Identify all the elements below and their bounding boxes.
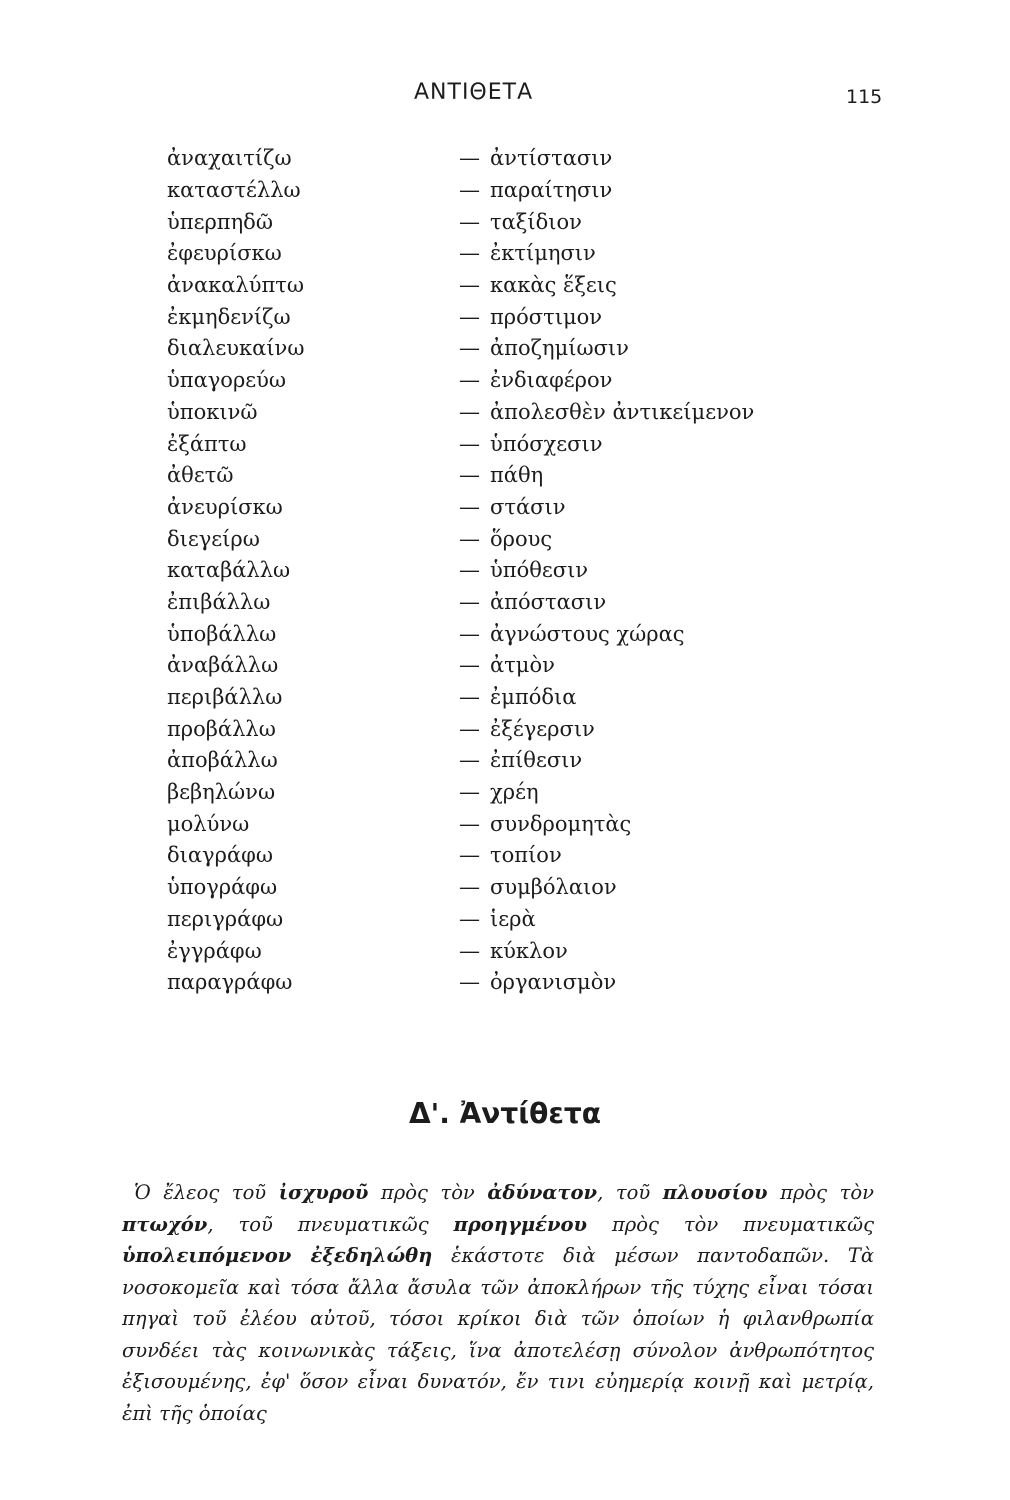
em-dash: — (459, 273, 480, 298)
bold-term: ὑπολειπόμενον ἐξεδηλώθη (122, 1244, 433, 1267)
word-pair-row (167, 301, 847, 333)
verb-text: διαγράφω (167, 843, 273, 868)
word-pair-row (167, 713, 847, 745)
object-text: χρέη (490, 780, 539, 805)
em-dash: — (459, 146, 480, 171)
verb-text: ὑπερπηδῶ (167, 209, 273, 234)
object-text: ὅρους (490, 526, 553, 551)
em-dash: — (459, 843, 480, 868)
word-pair-row (167, 270, 847, 302)
bold-term: ἀδύνατον (487, 1181, 598, 1204)
verb-text: ἐφευρίσκω (167, 241, 282, 266)
bold-term: πλουσίου (662, 1181, 768, 1204)
em-dash: — (459, 780, 480, 805)
em-dash: — (459, 209, 480, 234)
word-pair-row (167, 397, 847, 429)
word-pair-row (167, 523, 847, 555)
em-dash: — (459, 970, 480, 995)
word-pair-row (167, 555, 847, 587)
section-heading: Δ'. Ἀντίθετα (408, 1097, 602, 1130)
em-dash: — (459, 241, 480, 266)
em-dash: — (459, 178, 480, 203)
word-pair-row (167, 175, 847, 207)
word-pair-row (167, 745, 847, 777)
word-pair-row (167, 428, 847, 460)
object-text: τοπίον (490, 843, 562, 868)
word-pair-row (167, 650, 847, 682)
em-dash: — (459, 653, 480, 678)
em-dash: — (459, 685, 480, 710)
verb-text: διεγείρω (167, 526, 260, 551)
verb-text: διαλευκαίνω (167, 336, 305, 361)
object-text: συμβόλαιον (490, 875, 617, 900)
page-number: 115 (846, 86, 883, 108)
verb-text: ἐπιβάλλω (167, 589, 271, 614)
object-text: συνδρομητὰς (490, 811, 632, 836)
object-text: ἀποζημίωσιν (490, 336, 629, 361)
paragraph-text: Ὁ ἔλεος τοῦ (134, 1181, 279, 1204)
verb-text: καταβάλλω (167, 558, 291, 583)
word-pair-row (167, 143, 847, 175)
em-dash: — (459, 621, 480, 646)
verb-text: ὑπογράφω (167, 875, 278, 900)
object-text: ὀργανισμὸν (490, 970, 617, 995)
paragraph-text: πρὸς τὸν (767, 1181, 874, 1204)
em-dash: — (459, 589, 480, 614)
verb-text: ἐκμηδενίζω (167, 304, 291, 329)
body-paragraph (122, 1177, 874, 1429)
word-pair-row (167, 935, 847, 967)
word-pair-row (167, 206, 847, 238)
verb-text: μολύνω (167, 811, 250, 836)
word-pair-row (167, 238, 847, 270)
em-dash: — (459, 938, 480, 963)
paragraph-text: πρὸς τὸν πνευματικῶς (587, 1212, 874, 1236)
word-pair-row (167, 333, 847, 365)
running-title: ΑΝΤΙΘΕΤΑ (414, 80, 534, 105)
word-pair-row (167, 808, 847, 840)
word-pair-row (167, 587, 847, 619)
verb-text: ἀποβάλλω (167, 748, 278, 773)
word-pair-row (167, 840, 847, 872)
object-text: ἐξέγερσιν (490, 716, 595, 741)
em-dash: — (459, 463, 480, 488)
em-dash: — (459, 431, 480, 456)
object-text: ὑπόσχεσιν (490, 431, 603, 456)
object-text: ἐνδιαφέρον (490, 368, 613, 393)
object-text: ἐμπόδια (490, 685, 577, 710)
word-pair-row (167, 777, 847, 809)
em-dash: — (459, 368, 480, 393)
paragraph-text: , τοῦ (597, 1181, 663, 1204)
object-text: κακὰς ἕξεις (490, 273, 617, 298)
bold-term: προηγμένου (453, 1212, 588, 1236)
object-text: ἀπόστασιν (490, 589, 607, 614)
em-dash: — (459, 304, 480, 329)
antonym-word-list (167, 143, 847, 999)
bold-term: πτωχόν (122, 1212, 208, 1236)
object-text: ἐκτίμησιν (490, 241, 596, 266)
word-pair-row (167, 904, 847, 936)
paragraph-text: ἑκάστοτε διὰ μέσων παντοδαπῶν. Τὰ νοσοκομεῖα καὶ τόσα ἄλλα ἄσυλα τῶν ἀποκλήρων τῆς τύχης εἶναι τόσαι πηγαὶ τοῦ ἐλέου αὐτοῦ, τόσοι κρίκοι διὰ τῶν ὁποίων ἡ φιλανθρωπία συνδέει τὰς κοινωνικὰς τάξεις, ἵνα ἀποτελέσῃ σύνολον ἀνθρωπότητος ἐξισουμένης, ἐφ' ὅσον εἶναι δυνατόν, ἔν τινι εὐημερίᾳ κοινῇ καὶ μετρίᾳ, ἐπὶ τῆς ὁποίας (122, 1244, 874, 1425)
object-text: πρόστιμον (490, 304, 603, 329)
word-pair-row (167, 872, 847, 904)
verb-text: προβάλλω (167, 716, 276, 741)
em-dash: — (459, 494, 480, 519)
object-text: ἀγνώστους χώρας (490, 621, 685, 646)
em-dash: — (459, 558, 480, 583)
verb-text: ὑποβάλλω (167, 621, 277, 646)
word-pair-row (167, 618, 847, 650)
word-pair-row (167, 492, 847, 524)
verb-text: ἀνευρίσκω (167, 494, 283, 519)
word-pair-row (167, 967, 847, 999)
paragraph-text: πρὸς τὸν (368, 1181, 488, 1204)
verb-text: ἐγγράφω (167, 938, 262, 963)
verb-text: βεβηλώνω (167, 780, 276, 805)
object-text: ἐπίθεσιν (490, 748, 583, 773)
verb-text: ἀναβάλλω (167, 653, 279, 678)
verb-text: ἀθετῶ (167, 463, 234, 488)
object-text: ἀντίστασιν (490, 146, 613, 171)
verb-text: ὑποκινῶ (167, 399, 258, 424)
verb-text: παραγράφω (167, 970, 293, 995)
em-dash: — (459, 811, 480, 836)
bold-term: ἰσχυροῦ (278, 1181, 369, 1204)
em-dash: — (459, 336, 480, 361)
em-dash: — (459, 906, 480, 931)
object-text: ἀτμὸν (490, 653, 555, 678)
em-dash: — (459, 399, 480, 424)
verb-text: ἀνακαλύπτω (167, 273, 305, 298)
object-text: κύκλον (490, 938, 568, 963)
paragraph-text: , τοῦ πνευματικῶς (207, 1212, 454, 1236)
em-dash: — (459, 526, 480, 551)
object-text: παραίτησιν (490, 178, 613, 203)
verb-text: ἐξάπτω (167, 431, 247, 456)
object-text: στάσιν (490, 494, 566, 519)
em-dash: — (459, 748, 480, 773)
verb-text: περιγράφω (167, 906, 284, 931)
em-dash: — (459, 716, 480, 741)
word-pair-row (167, 682, 847, 714)
object-text: πάθη (490, 463, 544, 488)
verb-text: ἀναχαιτίζω (167, 146, 292, 171)
verb-text: καταστέλλω (167, 178, 301, 203)
object-text: ὑπόθεσιν (490, 558, 589, 583)
word-pair-row (167, 365, 847, 397)
word-pair-row (167, 460, 847, 492)
verb-text: ὑπαγορεύω (167, 368, 287, 393)
object-text: ταξίδιον (490, 209, 582, 234)
object-text: ἀπολεσθὲν ἀντικείμενον (490, 399, 755, 424)
em-dash: — (459, 875, 480, 900)
object-text: ἱερὰ (490, 906, 536, 931)
verb-text: περιβάλλω (167, 685, 283, 710)
